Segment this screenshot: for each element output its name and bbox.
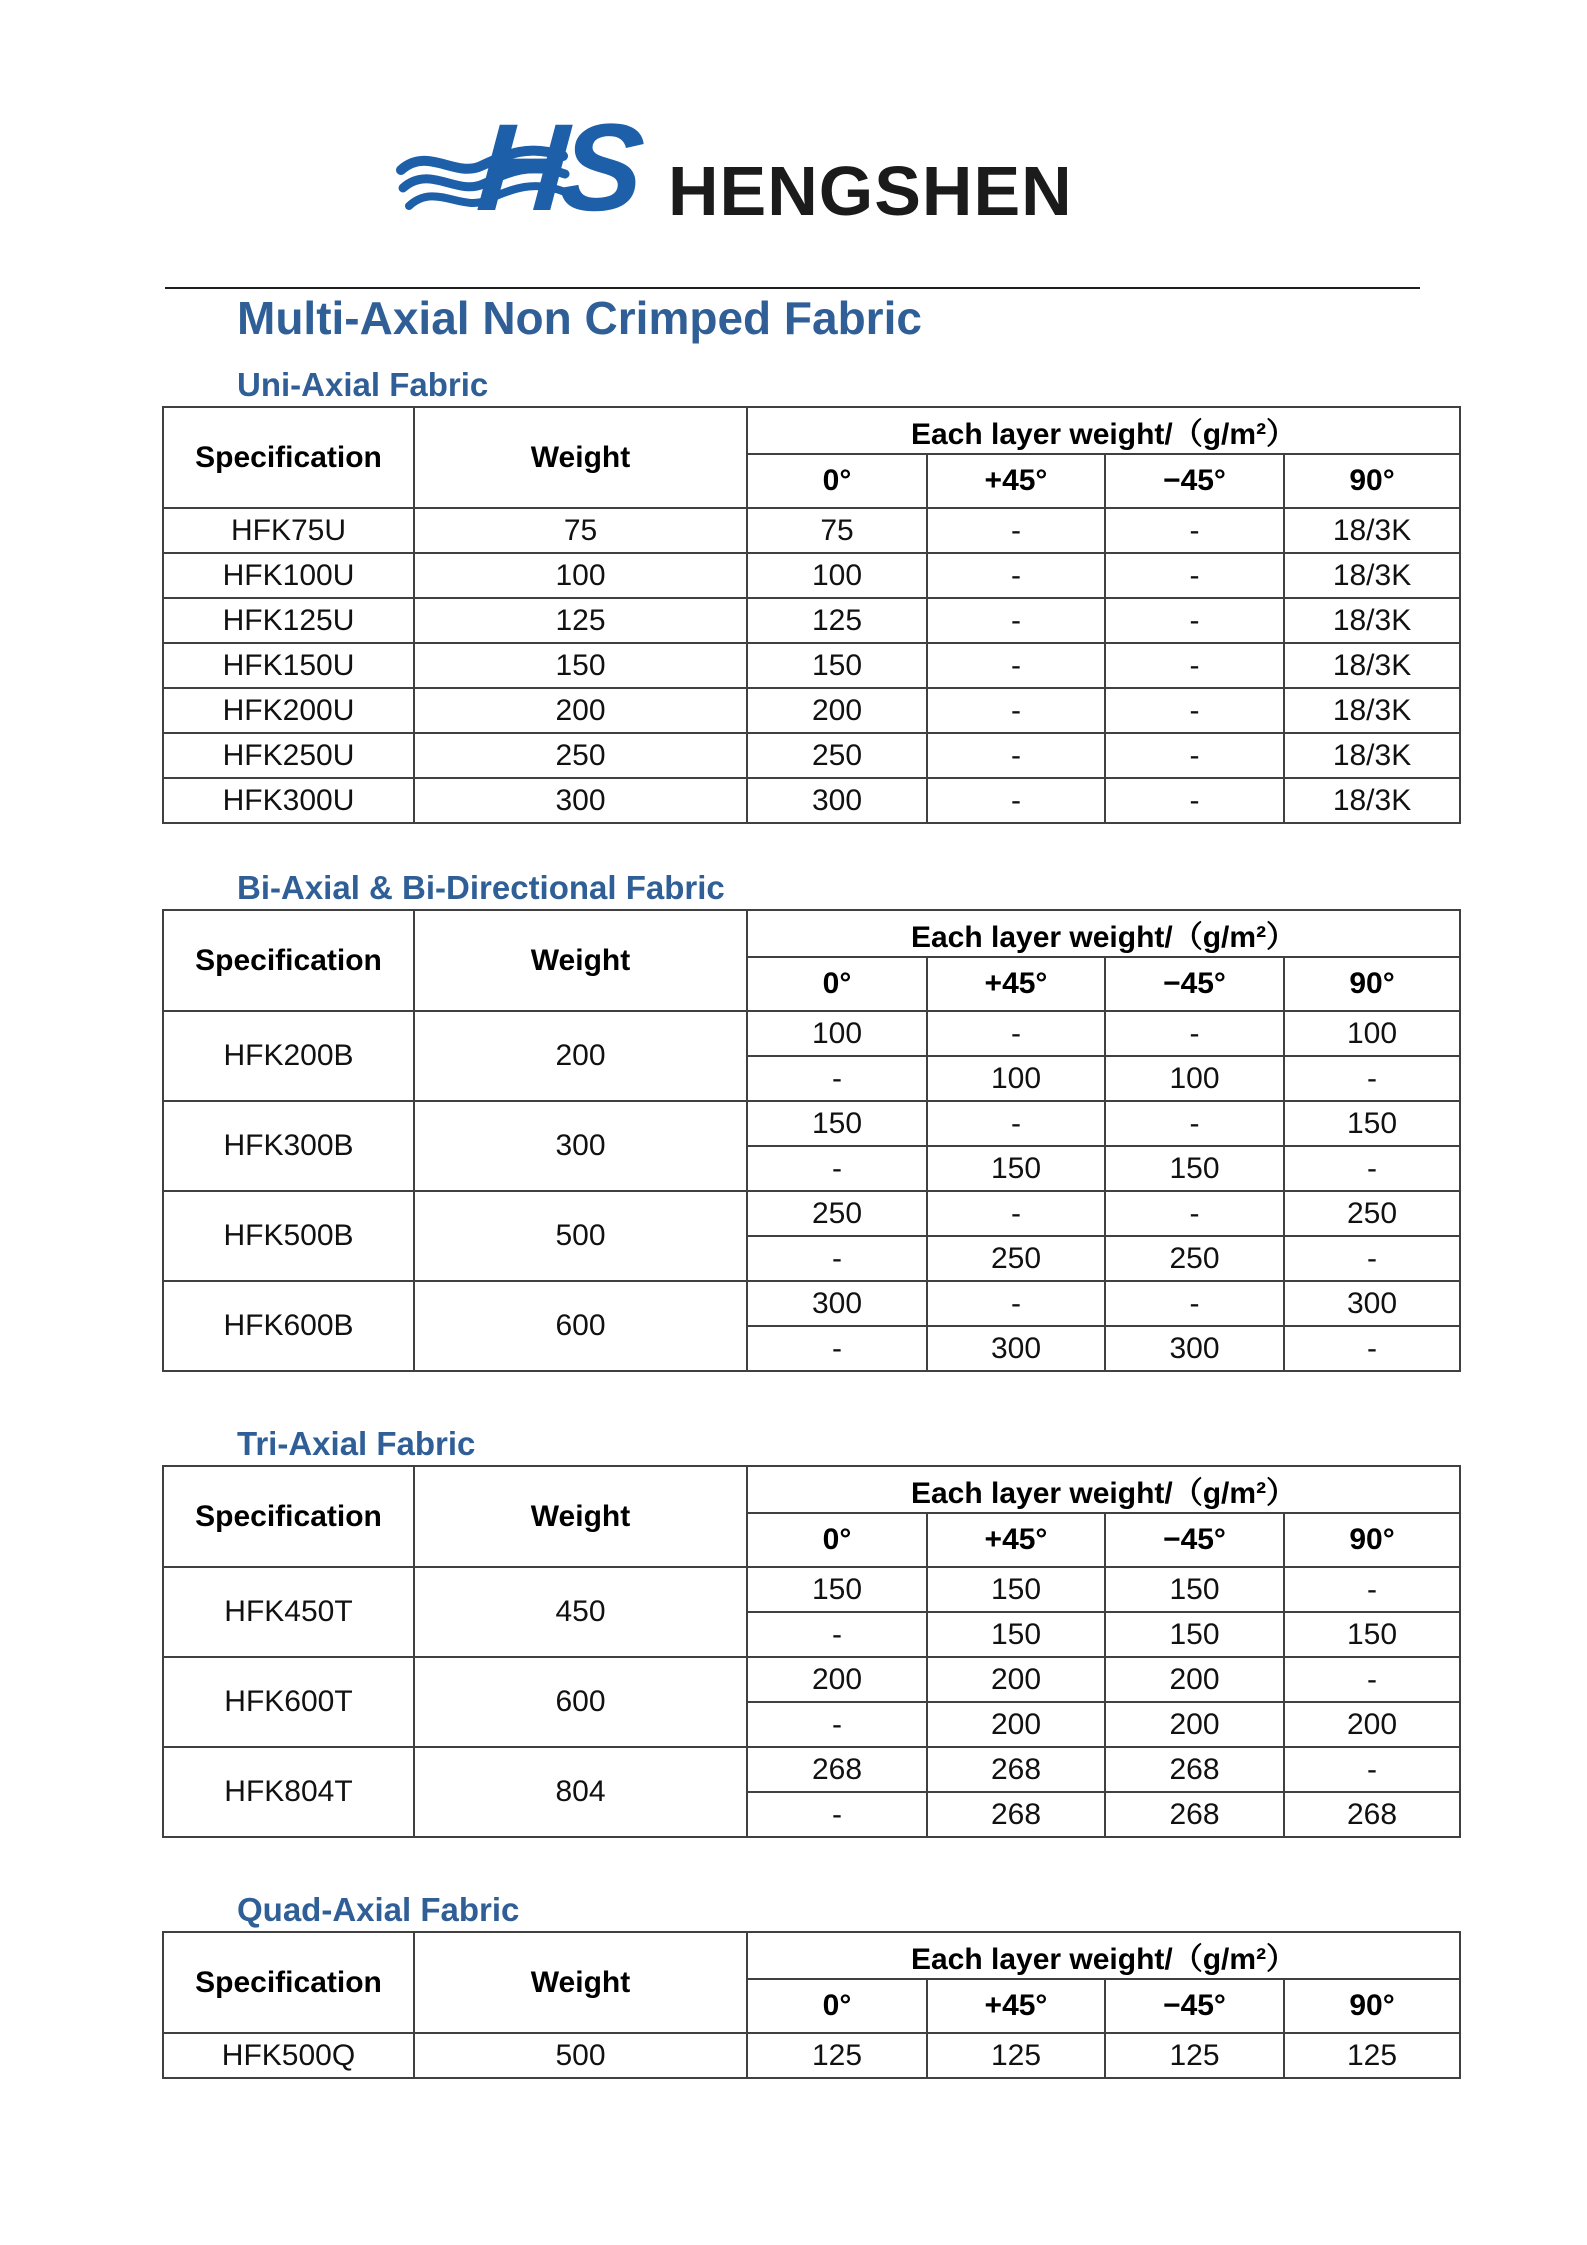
- col-header-specification: Specification: [163, 1466, 414, 1567]
- spec-cell: HFK75U: [163, 508, 414, 553]
- layer-value-cell: 250: [927, 1236, 1105, 1281]
- table-row: [163, 2033, 1460, 2078]
- col-header-angle: +45°: [927, 454, 1105, 508]
- layer-value-cell: -: [1284, 1056, 1460, 1101]
- layer-value-cell: 300: [747, 778, 927, 823]
- layer-value-cell: 250: [747, 1191, 927, 1236]
- layer-value-cell: 100: [747, 553, 927, 598]
- layer-value-cell: 150: [1284, 1612, 1460, 1657]
- spec-cell: HFK600B: [163, 1281, 414, 1371]
- layer-value-cell: -: [1105, 553, 1284, 598]
- layer-value-cell: 268: [927, 1792, 1105, 1837]
- layer-value-cell: 250: [747, 733, 927, 778]
- layer-value-cell: -: [747, 1792, 927, 1837]
- layer-value-cell: 200: [1284, 1702, 1460, 1747]
- weight-cell: 450: [414, 1567, 747, 1657]
- section-tri-axial-fabric: [0, 1427, 1587, 1838]
- layer-value-cell: 150: [1105, 1146, 1284, 1191]
- layer-value-cell: 150: [927, 1146, 1105, 1191]
- page-title: Multi-Axial Non Crimped Fabric: [237, 292, 922, 344]
- spec-cell: HFK250U: [163, 733, 414, 778]
- spec-cell: HFK100U: [163, 553, 414, 598]
- layer-value-cell: -: [1284, 1567, 1460, 1612]
- col-header-angle: 90°: [1284, 454, 1460, 508]
- layer-value-cell: 125: [747, 2033, 927, 2078]
- layer-value-cell: -: [1105, 1011, 1284, 1056]
- spec-cell: HFK200U: [163, 688, 414, 733]
- spec-cell: HFK300B: [163, 1101, 414, 1191]
- weight-cell: 300: [414, 778, 747, 823]
- section-heading: Uni-Axial Fabric: [237, 366, 489, 403]
- layer-value-cell: 18/3K: [1284, 598, 1460, 643]
- layer-value-cell: -: [927, 1191, 1105, 1236]
- layer-value-cell: 125: [927, 2033, 1105, 2078]
- col-header-angle: +45°: [927, 1979, 1105, 2033]
- layer-value-cell: -: [1284, 1657, 1460, 1702]
- table-row: [163, 643, 1460, 688]
- layer-value-cell: -: [747, 1612, 927, 1657]
- weight-cell: 100: [414, 553, 747, 598]
- layer-value-cell: 300: [747, 1281, 927, 1326]
- col-header-angle: 0°: [747, 957, 927, 1011]
- col-header-angle: −45°: [1105, 957, 1284, 1011]
- layer-value-cell: -: [1105, 688, 1284, 733]
- layer-value-cell: 18/3K: [1284, 553, 1460, 598]
- layer-value-cell: 150: [1105, 1567, 1284, 1612]
- logo: [0, 0, 1587, 240]
- col-header-angle: 0°: [747, 1979, 927, 2033]
- table-row: [163, 1011, 1460, 1056]
- layer-value-cell: -: [1105, 1281, 1284, 1326]
- layer-value-cell: -: [747, 1326, 927, 1371]
- table-row: [163, 1567, 1460, 1612]
- layer-value-cell: -: [1284, 1146, 1460, 1191]
- section-heading: Tri-Axial Fabric: [237, 1425, 476, 1462]
- col-header-angle: +45°: [927, 1513, 1105, 1567]
- spec-cell: HFK500B: [163, 1191, 414, 1281]
- col-header-angle: +45°: [927, 957, 1105, 1011]
- weight-cell: 600: [414, 1657, 747, 1747]
- spec-cell: HFK300U: [163, 778, 414, 823]
- layer-value-cell: 125: [1284, 2033, 1460, 2078]
- layer-value-cell: 100: [927, 1056, 1105, 1101]
- layer-value-cell: 150: [927, 1612, 1105, 1657]
- layer-value-cell: -: [927, 1101, 1105, 1146]
- layer-value-cell: 200: [747, 688, 927, 733]
- weight-cell: 300: [414, 1101, 747, 1191]
- col-header-layer-weight: Each layer weight/（g/m²）: [747, 1466, 1460, 1513]
- spec-cell: HFK450T: [163, 1567, 414, 1657]
- weight-cell: 250: [414, 733, 747, 778]
- logo-brand-text: HENGSHEN: [668, 152, 1073, 230]
- col-header-specification: Specification: [163, 407, 414, 508]
- weight-cell: 125: [414, 598, 747, 643]
- table-row: [163, 1657, 1460, 1702]
- layer-value-cell: -: [927, 1011, 1105, 1056]
- layer-value-cell: -: [747, 1236, 927, 1281]
- layer-value-cell: 200: [747, 1657, 927, 1702]
- layer-value-cell: -: [747, 1702, 927, 1747]
- layer-value-cell: -: [927, 1281, 1105, 1326]
- layer-value-cell: 100: [1284, 1011, 1460, 1056]
- layer-value-cell: -: [1105, 508, 1284, 553]
- section-heading: Quad-Axial Fabric: [237, 1891, 520, 1928]
- layer-value-cell: -: [1105, 778, 1284, 823]
- layer-value-cell: 150: [747, 1567, 927, 1612]
- section-quad-axial-fabric: [0, 1893, 1587, 2079]
- section-bi-axial-fabric: [0, 871, 1587, 1372]
- weight-cell: 200: [414, 688, 747, 733]
- table-row: [163, 508, 1460, 553]
- layer-value-cell: 75: [747, 508, 927, 553]
- layer-value-cell: 300: [1284, 1281, 1460, 1326]
- col-header-weight: Weight: [414, 910, 747, 1011]
- layer-value-cell: -: [927, 598, 1105, 643]
- col-header-weight: Weight: [414, 1466, 747, 1567]
- layer-value-cell: 268: [1284, 1792, 1460, 1837]
- layer-value-cell: -: [1105, 1191, 1284, 1236]
- layer-value-cell: 300: [1105, 1326, 1284, 1371]
- layer-value-cell: 200: [1105, 1702, 1284, 1747]
- fabric-table: [162, 909, 1461, 1372]
- table-row: [163, 1191, 1460, 1236]
- section-uni-axial-fabric: [0, 368, 1587, 824]
- weight-cell: 600: [414, 1281, 747, 1371]
- spec-cell: HFK200B: [163, 1011, 414, 1101]
- section-heading: Bi-Axial & Bi-Directional Fabric: [237, 869, 725, 906]
- layer-value-cell: 268: [927, 1747, 1105, 1792]
- spec-cell: HFK600T: [163, 1657, 414, 1747]
- col-header-angle: 90°: [1284, 1513, 1460, 1567]
- col-header-layer-weight: Each layer weight/（g/m²）: [747, 407, 1460, 454]
- layer-value-cell: 200: [927, 1657, 1105, 1702]
- layer-value-cell: 268: [1105, 1792, 1284, 1837]
- col-header-weight: Weight: [414, 1932, 747, 2033]
- col-header-angle: −45°: [1105, 454, 1284, 508]
- layer-value-cell: -: [1284, 1236, 1460, 1281]
- layer-value-cell: 150: [1284, 1101, 1460, 1146]
- layer-value-cell: 150: [1105, 1612, 1284, 1657]
- fabric-table: [162, 1465, 1461, 1838]
- spec-cell: HFK500Q: [163, 2033, 414, 2078]
- layer-value-cell: -: [1284, 1326, 1460, 1371]
- col-header-weight: Weight: [414, 407, 747, 508]
- layer-value-cell: 250: [1105, 1236, 1284, 1281]
- weight-cell: 200: [414, 1011, 747, 1101]
- table-row: [163, 598, 1460, 643]
- logo-monogram-text: HS: [473, 99, 642, 237]
- layer-value-cell: -: [927, 553, 1105, 598]
- col-header-angle: −45°: [1105, 1979, 1284, 2033]
- layer-value-cell: 200: [927, 1702, 1105, 1747]
- fabric-table: [162, 406, 1461, 824]
- layer-value-cell: -: [1284, 1747, 1460, 1792]
- table-row: [163, 553, 1460, 598]
- col-header-layer-weight: Each layer weight/（g/m²）: [747, 1932, 1460, 1979]
- layer-value-cell: 200: [1105, 1657, 1284, 1702]
- layer-value-cell: 268: [1105, 1747, 1284, 1792]
- layer-value-cell: -: [927, 688, 1105, 733]
- table-row: [163, 1747, 1460, 1792]
- layer-value-cell: 18/3K: [1284, 688, 1460, 733]
- layer-value-cell: 18/3K: [1284, 508, 1460, 553]
- table-row: [163, 688, 1460, 733]
- col-header-angle: −45°: [1105, 1513, 1284, 1567]
- layer-value-cell: -: [747, 1056, 927, 1101]
- weight-cell: 500: [414, 2033, 747, 2078]
- table-row: [163, 1101, 1460, 1146]
- spec-cell: HFK150U: [163, 643, 414, 688]
- layer-value-cell: -: [927, 733, 1105, 778]
- layer-value-cell: 268: [747, 1747, 927, 1792]
- layer-value-cell: -: [927, 778, 1105, 823]
- layer-value-cell: 150: [747, 1101, 927, 1146]
- layer-value-cell: 300: [927, 1326, 1105, 1371]
- weight-cell: 75: [414, 508, 747, 553]
- layer-value-cell: -: [1105, 598, 1284, 643]
- weight-cell: 150: [414, 643, 747, 688]
- col-header-specification: Specification: [163, 910, 414, 1011]
- layer-value-cell: -: [1105, 1101, 1284, 1146]
- layer-value-cell: 18/3K: [1284, 778, 1460, 823]
- layer-value-cell: -: [1105, 643, 1284, 688]
- layer-value-cell: 18/3K: [1284, 733, 1460, 778]
- col-header-layer-weight: Each layer weight/（g/m²）: [747, 910, 1460, 957]
- col-header-specification: Specification: [163, 1932, 414, 2033]
- spec-cell: HFK125U: [163, 598, 414, 643]
- layer-value-cell: 250: [1284, 1191, 1460, 1236]
- layer-value-cell: 18/3K: [1284, 643, 1460, 688]
- layer-value-cell: -: [747, 1146, 927, 1191]
- layer-value-cell: -: [927, 643, 1105, 688]
- col-header-angle: 90°: [1284, 957, 1460, 1011]
- layer-value-cell: 150: [747, 643, 927, 688]
- col-header-angle: 0°: [747, 1513, 927, 1567]
- weight-cell: 804: [414, 1747, 747, 1837]
- col-header-angle: 90°: [1284, 1979, 1460, 2033]
- layer-value-cell: -: [1105, 733, 1284, 778]
- layer-value-cell: 100: [1105, 1056, 1284, 1101]
- spec-cell: HFK804T: [163, 1747, 414, 1837]
- table-row: [163, 778, 1460, 823]
- layer-value-cell: 125: [1105, 2033, 1284, 2078]
- layer-value-cell: 150: [927, 1567, 1105, 1612]
- layer-value-cell: 125: [747, 598, 927, 643]
- layer-value-cell: -: [927, 508, 1105, 553]
- fabric-table: [162, 1931, 1461, 2079]
- weight-cell: 500: [414, 1191, 747, 1281]
- layer-value-cell: 100: [747, 1011, 927, 1056]
- col-header-angle: 0°: [747, 454, 927, 508]
- table-row: [163, 1281, 1460, 1326]
- divider-rule: [165, 287, 1420, 289]
- table-row: [163, 733, 1460, 778]
